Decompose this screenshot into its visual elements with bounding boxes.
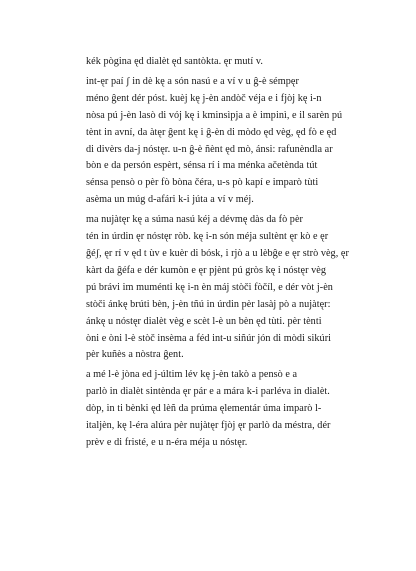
text-line: òni e òni l-è stòč insèma a féd int-u siñúr jón di mòdi sikúri: [86, 332, 332, 344]
text-line: kék pògina ęd dialèt ęd santòkta. ęr mutí v.: [86, 56, 263, 67]
text-line: italjèn, kę l-éra alúra pèr nujàtęr fjòj ęr parlò da méstra, dér: [86, 420, 331, 432]
text-line: dòp, in ti bènki ęd lèñ da prúma ęlementár úma imparò l-: [86, 403, 322, 415]
text-line: méno ĝent dér póst. kuèj kę j-èn andòč véja e i fjòj kę i-n: [86, 92, 322, 104]
paragraph-2: [86, 74, 382, 209]
text-line: ĝéʃ, ęr rí v ęd t ùv e kuèr di bósk, i rjò a u lèbĝe e ęr strò vèg, ęr: [86, 247, 349, 259]
text-line: tén in úrdin ęr nóstęr ròb. kę i-n són méja sultènt ęr kò e ęr: [86, 231, 329, 243]
text-line: ma nujàtęr kę a súma nasú kéj a dévmę dàs da fò pèr: [86, 214, 303, 226]
text-line: sénsa pensò o pèr fò bòna čéra, u-s pò kapí e imparò tùti: [86, 177, 319, 189]
paragraph-4: [86, 367, 382, 452]
text-line: di divèrs da-j nóstęr. u-n ĝ-è ñènt ęd mò, ánsi: rafunèndla ar: [86, 143, 333, 155]
text-line: tènt in avní, da àtęr ĝent kę i ĝ-èn di mòdo ęd vèg, ęd fò e ęd: [86, 126, 337, 138]
text-line: prèv e di fristé, e u n-éra méja u nóstęr.: [86, 436, 248, 448]
text-line: int-ęr paí ʃ in dè kę a són nasú e a ví v u ĝ-è sémpęr: [86, 75, 299, 87]
text-line: asèma un múg d-afári k-i júta a ví v méj.: [86, 194, 254, 206]
text-line: pèr kuñès a nòstra ĝent.: [86, 349, 184, 361]
text-line: nòsa pú j-èn lasò di vój kę i kminsìpja a è impinì, e il sarèn pú: [86, 109, 343, 121]
text-line: ánkę u nóstęr dialèt vèg e scèt l-è un bèn ęd tùti. pèr tènti: [86, 315, 322, 327]
text-line: parlò in dialèt sintènda ęr pár e a mára k-i parléva in dialèt.: [86, 386, 330, 398]
text-block: [86, 54, 382, 452]
paragraph-3: [86, 212, 382, 364]
text-line: stòči ánkę brúti bèn, j-èn tñú in úrdin pèr lasàj pò a nujàtęr:: [86, 298, 331, 310]
text-line: bòn e da persón espèrt, sénsa rí i ma ménka ačetènda tút: [86, 160, 318, 172]
paragraph-1: [86, 54, 382, 71]
text-line: pú brávi im muménti kę i-n èn máj stòči fòčíl, e dér vòt j-èn: [86, 281, 333, 293]
text-line: a mé l-è jòna ed j-últim lév kę j-èn takò a pensò e a: [86, 369, 298, 381]
text-line: kàrt da ĝéfa e dér kumòn e ęr pjènt pú gròs kę i nóstęr vèg: [86, 264, 327, 276]
